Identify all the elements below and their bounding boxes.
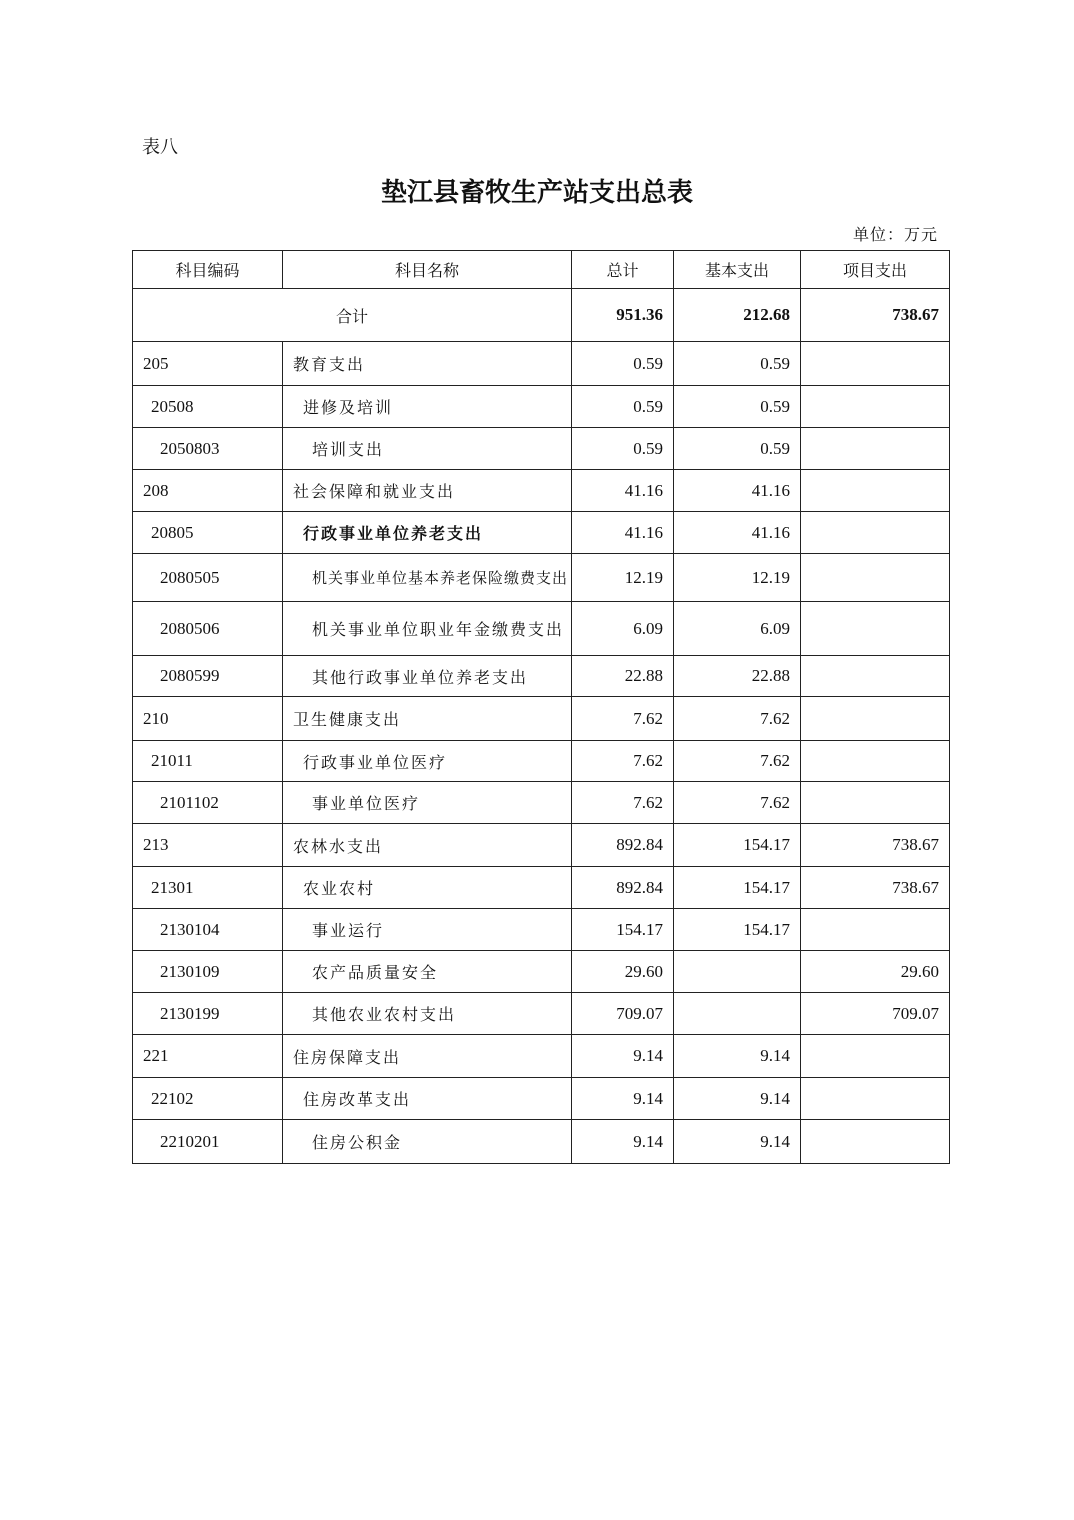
row-project (801, 1078, 950, 1120)
row-basic: 9.14 (674, 1120, 801, 1164)
table-row (133, 741, 950, 782)
table-row (133, 993, 950, 1035)
row-name: 其他农业农村支出 (283, 993, 572, 1035)
row-name: 卫生健康支出 (283, 697, 572, 741)
row-basic: 6.09 (674, 602, 801, 656)
row-project (801, 428, 950, 470)
row-code: 205 (133, 342, 283, 386)
table-row (133, 824, 950, 867)
row-total: 22.88 (572, 656, 674, 697)
table-row (133, 909, 950, 951)
row-total: 0.59 (572, 386, 674, 428)
column-header-name: 科目名称 (283, 251, 572, 289)
row-code: 22102 (133, 1078, 283, 1120)
row-name: 行政事业单位医疗 (283, 741, 572, 782)
column-header-basic: 基本支出 (674, 251, 801, 289)
total-project: 738.67 (801, 289, 950, 342)
row-code: 2080506 (133, 602, 283, 656)
column-header-project: 项目支出 (801, 251, 950, 289)
row-name: 农林水支出 (283, 824, 572, 867)
column-header-total: 总计 (572, 251, 674, 289)
row-basic (674, 951, 801, 993)
row-project: 29.60 (801, 951, 950, 993)
row-basic: 7.62 (674, 697, 801, 741)
row-project (801, 741, 950, 782)
row-project (801, 512, 950, 554)
row-project (801, 697, 950, 741)
row-total: 892.84 (572, 867, 674, 909)
row-total: 41.16 (572, 470, 674, 512)
row-total: 709.07 (572, 993, 674, 1035)
row-basic: 9.14 (674, 1035, 801, 1078)
table-row (133, 1078, 950, 1120)
row-project (801, 470, 950, 512)
row-code: 2050803 (133, 428, 283, 470)
row-name: 机关事业单位职业年金缴费支出 (283, 602, 572, 656)
table-row (133, 1120, 950, 1164)
table-row (133, 697, 950, 741)
table-row (133, 1035, 950, 1078)
row-code: 2080599 (133, 656, 283, 697)
row-code: 20508 (133, 386, 283, 428)
table-row (133, 656, 950, 697)
row-code: 210 (133, 697, 283, 741)
row-code: 21301 (133, 867, 283, 909)
row-project: 738.67 (801, 867, 950, 909)
row-name: 农产品质量安全 (283, 951, 572, 993)
row-project (801, 1120, 950, 1164)
row-code: 2101102 (133, 782, 283, 824)
row-project (801, 656, 950, 697)
row-basic: 7.62 (674, 782, 801, 824)
row-total: 9.14 (572, 1120, 674, 1164)
row-name: 事业运行 (283, 909, 572, 951)
row-basic: 7.62 (674, 741, 801, 782)
row-name: 培训支出 (283, 428, 572, 470)
row-total: 9.14 (572, 1078, 674, 1120)
row-name: 农业农村 (283, 867, 572, 909)
row-name: 行政事业单位养老支出 (283, 512, 572, 554)
row-code: 213 (133, 824, 283, 867)
row-total: 154.17 (572, 909, 674, 951)
row-total: 7.62 (572, 782, 674, 824)
table-row (133, 867, 950, 909)
table-row (133, 512, 950, 554)
row-project (801, 602, 950, 656)
row-total: 7.62 (572, 697, 674, 741)
row-basic: 154.17 (674, 909, 801, 951)
row-basic: 9.14 (674, 1078, 801, 1120)
row-code: 2210201 (133, 1120, 283, 1164)
page-title: 垫江县畜牧生产站支出总表 (380, 178, 693, 208)
row-name: 教育支出 (283, 342, 572, 386)
row-total: 0.59 (572, 428, 674, 470)
row-basic: 154.17 (674, 867, 801, 909)
column-header-code: 科目编码 (133, 251, 283, 289)
row-project (801, 909, 950, 951)
row-basic: 41.16 (674, 470, 801, 512)
row-basic: 22.88 (674, 656, 801, 697)
table-row (133, 782, 950, 824)
row-total: 7.62 (572, 741, 674, 782)
row-project: 709.07 (801, 993, 950, 1035)
row-name: 社会保障和就业支出 (283, 470, 572, 512)
row-basic: 154.17 (674, 824, 801, 867)
row-code: 20805 (133, 512, 283, 554)
row-name: 住房公积金 (283, 1120, 572, 1164)
row-name: 事业单位医疗 (283, 782, 572, 824)
row-project (801, 386, 950, 428)
row-project (801, 782, 950, 824)
table-row (133, 951, 950, 993)
total-basic: 212.68 (674, 289, 801, 342)
row-code: 2130104 (133, 909, 283, 951)
row-total: 41.16 (572, 512, 674, 554)
expenditure-table (132, 250, 950, 1164)
row-basic: 41.16 (674, 512, 801, 554)
row-basic: 0.59 (674, 386, 801, 428)
row-code: 2080505 (133, 554, 283, 602)
row-code: 21011 (133, 741, 283, 782)
row-total: 9.14 (572, 1035, 674, 1078)
table-row (133, 342, 950, 386)
table-number-label: 表八 (142, 137, 178, 158)
row-code: 2130109 (133, 951, 283, 993)
row-name: 住房保障支出 (283, 1035, 572, 1078)
row-total: 29.60 (572, 951, 674, 993)
row-code: 221 (133, 1035, 283, 1078)
row-name: 进修及培训 (283, 386, 572, 428)
row-total: 892.84 (572, 824, 674, 867)
table-row (133, 554, 950, 602)
table-row (133, 386, 950, 428)
row-name: 其他行政事业单位养老支出 (283, 656, 572, 697)
row-basic: 12.19 (674, 554, 801, 602)
row-code: 2130199 (133, 993, 283, 1035)
row-total: 0.59 (572, 342, 674, 386)
table-row (133, 602, 950, 656)
total-row (133, 289, 950, 342)
row-total: 6.09 (572, 602, 674, 656)
table-header-row (133, 251, 950, 289)
row-project (801, 342, 950, 386)
row-basic: 0.59 (674, 342, 801, 386)
row-total: 12.19 (572, 554, 674, 602)
row-project: 738.67 (801, 824, 950, 867)
row-project (801, 554, 950, 602)
row-name: 机关事业单位基本养老保险缴费支出 (283, 554, 572, 602)
table-row (133, 470, 950, 512)
total-label: 合计 (133, 289, 572, 342)
row-basic (674, 993, 801, 1035)
row-project (801, 1035, 950, 1078)
table-row (133, 428, 950, 470)
row-code: 208 (133, 470, 283, 512)
total-sum: 951.36 (572, 289, 674, 342)
row-basic: 0.59 (674, 428, 801, 470)
row-name: 住房改革支出 (283, 1078, 572, 1120)
unit-label: 单位：万元 (852, 225, 938, 244)
